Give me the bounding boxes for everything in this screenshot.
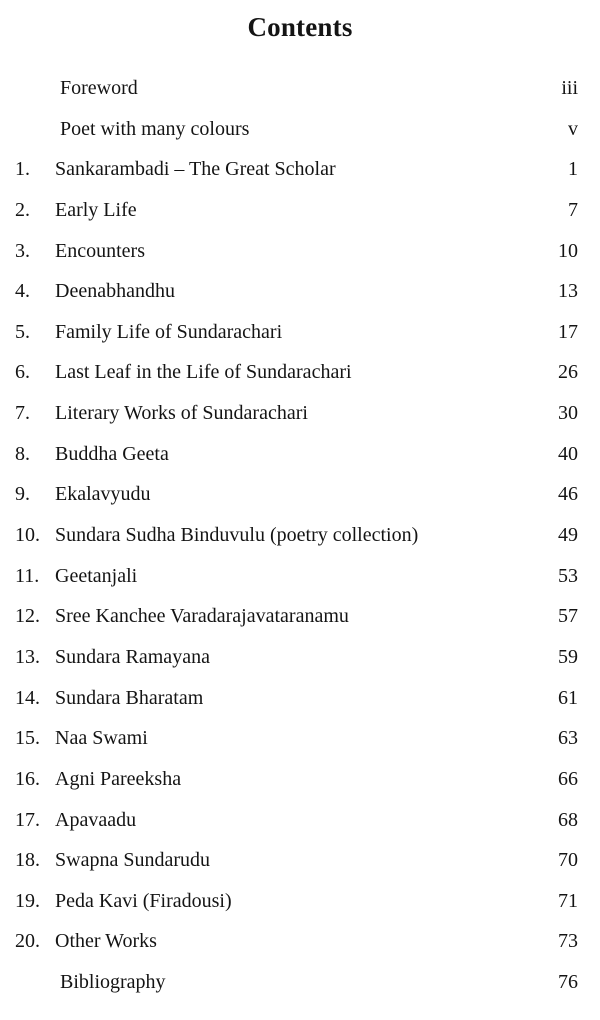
toc-entry-number: 3. — [15, 239, 30, 262]
toc-entry — [0, 109, 600, 150]
toc-entry-title: Early Life — [55, 198, 137, 221]
toc-entry-title: Encounters — [55, 239, 145, 262]
toc-entry-page-number: 1 — [568, 158, 578, 181]
toc-entry — [0, 759, 600, 800]
toc-entry-page-number: 30 — [558, 402, 578, 425]
toc-entry — [0, 800, 600, 841]
toc-entry-page-number: 57 — [558, 605, 578, 628]
toc-entry-page-number: 61 — [558, 686, 578, 709]
page-title: Contents — [247, 12, 353, 42]
toc-entry-title: Buddha Geeta — [55, 442, 169, 465]
toc-entry — [0, 962, 600, 1003]
table-of-contents — [0, 68, 600, 1003]
toc-entry-page-number: 68 — [558, 808, 578, 831]
toc-entry-number: 1. — [15, 158, 30, 181]
toc-entry — [0, 190, 600, 231]
toc-entry-number: 17. — [15, 808, 40, 831]
toc-entry-page-number: 70 — [558, 849, 578, 872]
toc-entry-title: Agni Pareeksha — [55, 767, 182, 790]
toc-entry-title: Deenabhandhu — [55, 280, 175, 303]
toc-entry-title: Apavaadu — [55, 808, 137, 831]
toc-entry — [0, 637, 600, 678]
toc-entry-page-number: 26 — [558, 361, 578, 384]
toc-entry-page-number: 66 — [558, 767, 578, 790]
toc-entry-page-number: 49 — [558, 524, 578, 547]
toc-entry — [0, 68, 600, 109]
toc-entry-page-number: 59 — [558, 645, 578, 668]
toc-entry-page-number: 63 — [558, 727, 578, 750]
toc-entry-title: Ekalavyudu — [55, 483, 151, 506]
toc-entry-title: Bibliography — [60, 971, 166, 994]
toc-entry — [0, 840, 600, 881]
toc-entry-title: Sundara Ramayana — [55, 645, 210, 668]
toc-entry-title: Naa Swami — [55, 727, 148, 750]
toc-entry-title: Sundara Bharatam — [55, 686, 204, 709]
toc-entry-number: 20. — [15, 930, 40, 953]
toc-entry — [0, 352, 600, 393]
toc-entry — [0, 434, 600, 475]
toc-entry — [0, 393, 600, 434]
toc-entry-page-number: iii — [561, 77, 578, 99]
toc-entry — [0, 515, 600, 556]
toc-entry-number: 13. — [15, 645, 40, 668]
toc-entry — [0, 718, 600, 759]
toc-entry-title: Poet with many colours — [60, 117, 250, 140]
toc-entry-page-number: 71 — [558, 889, 578, 912]
toc-entry — [0, 149, 600, 190]
toc-entry-number: 12. — [15, 605, 40, 628]
toc-entry-number: 18. — [15, 849, 40, 872]
toc-entry-title: Sundara Sudha Binduvulu (poetry collection) — [55, 524, 419, 547]
toc-entry-number: 4. — [15, 280, 30, 303]
toc-entry-number: 11. — [15, 564, 40, 587]
toc-entry — [0, 881, 600, 922]
toc-entry-page-number: 40 — [558, 442, 578, 465]
toc-entry-page-number: 53 — [558, 564, 578, 587]
toc-entry-number: 14. — [15, 686, 40, 709]
toc-entry-number: 10. — [15, 524, 40, 547]
toc-entry-number: 7. — [15, 402, 30, 425]
toc-entry-page-number: 73 — [558, 930, 578, 953]
toc-entry-page-number: 76 — [558, 971, 578, 994]
toc-entry-page-number: 7 — [568, 198, 578, 221]
toc-entry — [0, 596, 600, 637]
toc-entry-number: 5. — [15, 320, 30, 343]
toc-entry-title: Peda Kavi (Firadousi) — [55, 889, 232, 912]
toc-entry-number: 6. — [15, 361, 30, 384]
toc-entry-number: 8. — [15, 442, 30, 465]
toc-entry-title: Sankarambadi – The Great Scholar — [55, 158, 336, 181]
toc-entry — [0, 271, 600, 312]
toc-entry-page-number: 46 — [558, 483, 578, 506]
toc-entry-number: 15. — [15, 727, 40, 750]
toc-entry-title: Swapna Sundarudu — [55, 849, 210, 872]
toc-entry — [0, 312, 600, 353]
toc-entry-page-number: 17 — [558, 320, 578, 343]
toc-entry-page-number: v — [568, 117, 578, 140]
toc-entry — [0, 231, 600, 272]
toc-entry-number: 16. — [15, 767, 40, 790]
toc-entry — [0, 921, 600, 962]
toc-entry-title: Geetanjali — [55, 564, 138, 587]
toc-entry — [0, 474, 600, 515]
toc-entry-title: Last Leaf in the Life of Sundarachari — [55, 361, 352, 384]
toc-entry-title: Family Life of Sundarachari — [55, 320, 283, 343]
toc-entry — [0, 556, 600, 597]
toc-entry-title: Literary Works of Sundarachari — [55, 402, 308, 425]
toc-entry-title: Foreword — [60, 77, 138, 99]
toc-entry-title: Sree Kanchee Varadarajavataranamu — [55, 605, 349, 628]
toc-entry-page-number: 13 — [558, 280, 578, 303]
toc-entry-number: 2. — [15, 198, 30, 221]
toc-entry-number: 19. — [15, 889, 40, 912]
toc-entry — [0, 678, 600, 719]
toc-entry-number: 9. — [15, 483, 30, 506]
toc-entry-title: Other Works — [55, 930, 157, 953]
toc-entry-page-number: 10 — [558, 239, 578, 262]
